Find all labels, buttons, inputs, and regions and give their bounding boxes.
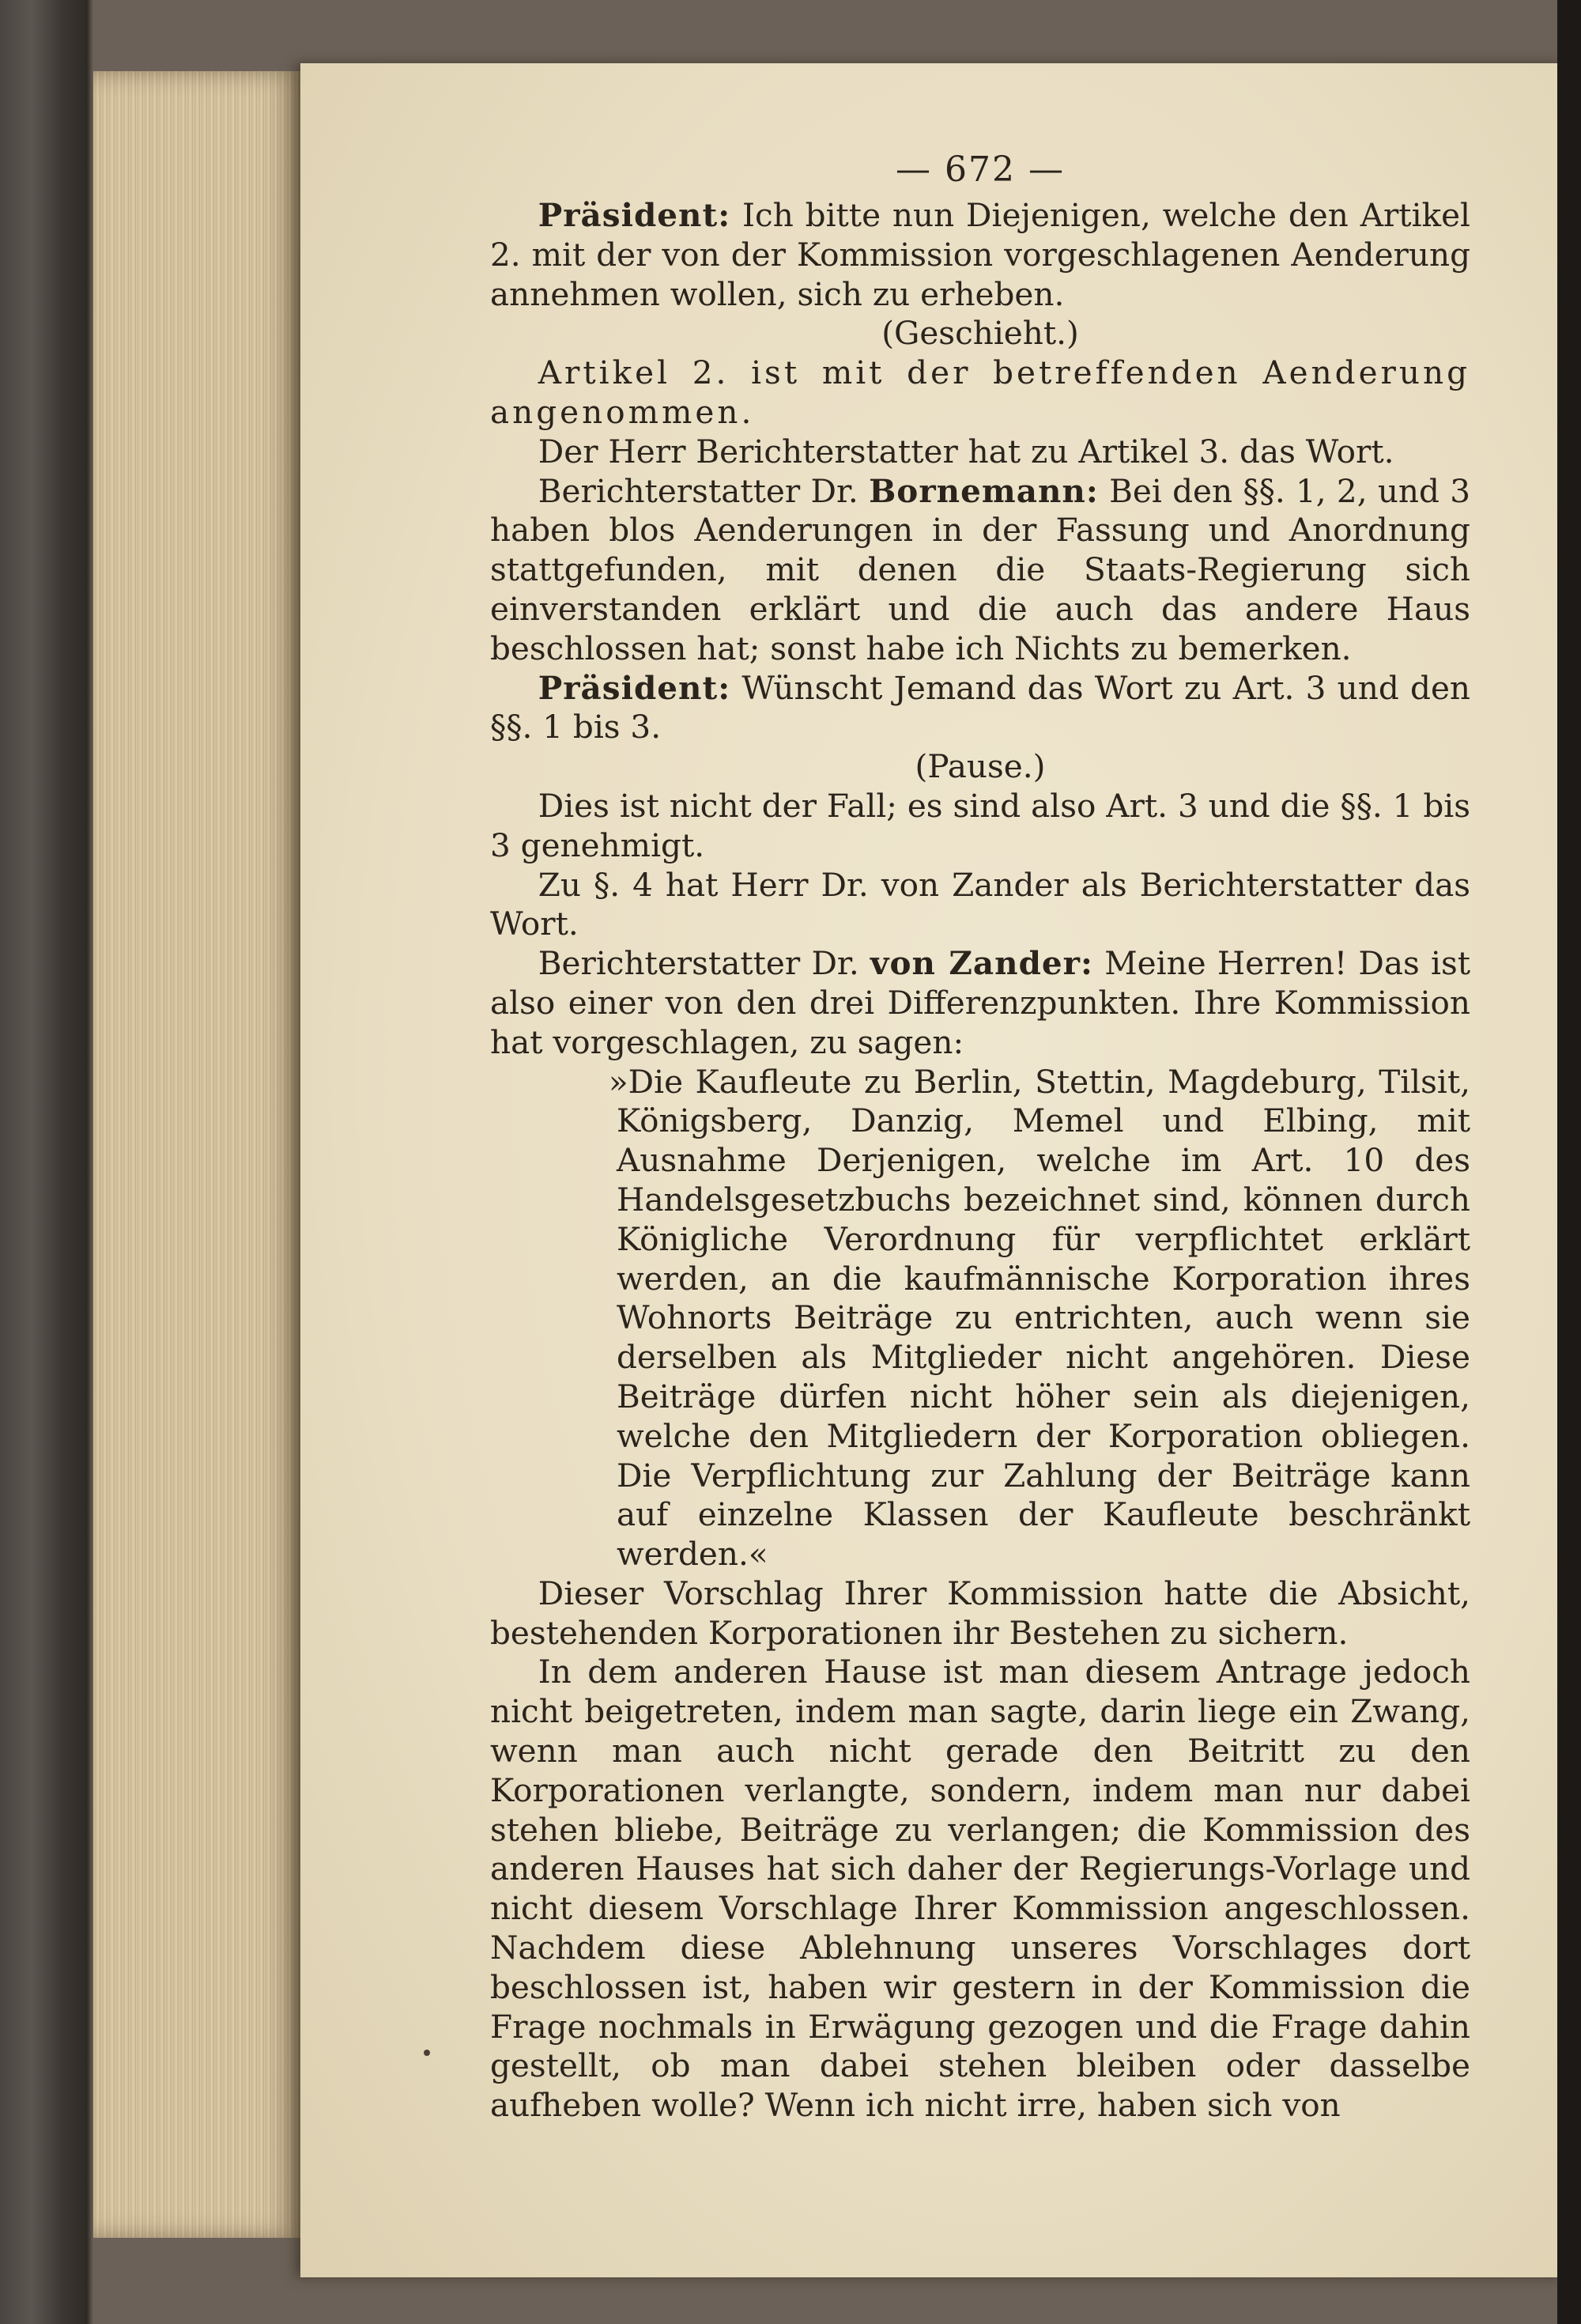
paragraph-text: Ich bitte nun Diejenigen, welche den Artikel 2. mit der von der Kommission vorgeschlagenen Aenderung annehmen wollen, sich zu erheben.: [490, 196, 1470, 313]
paragraph-5: [490, 472, 1470, 669]
paragraph-13: In dem anderen Hause ist man diesem Antrage jedoch nicht beigetreten, indem man sagte, darin liege ein Zwang, wenn man auch nicht gerade den Beitritt zu den Korporationen verlangte, sondern, indem man nur dabei stehen bliebe, Beiträge zu verlangen; die Kommission des anderen Hauses hat sich daher der Regierungs-Vorlage und nicht diesem Vorschlage Ihrer Kommission angeschlossen. Nachdem diese Ablehnung unseres Vorschlages dort beschlossen ist, haben wir gestern in der Kommission die Frage nochmals in Erwägung gezogen und die Frage dahin gestellt, ob man dabei stehen bleiben oder dasselbe aufheben wolle? Wenn ich nicht irre, haben sich von: [490, 1653, 1470, 2125]
stage-note-geschieht: (Geschieht.): [881, 314, 1079, 353]
paragraph-8: Dies ist nicht der Fall; es sind also Art. 3 und die §§. 1 bis 3 genehmigt.: [490, 786, 1470, 864]
paragraph-4: Der Herr Berichterstatter hat zu Artikel 3. das Wort.: [538, 432, 1394, 470]
paragraph-6: [490, 669, 1470, 748]
speaker-name: Bornemann:: [869, 471, 1099, 510]
paragraph-text: Wünscht Jemand das Wort zu Art. 3 und den §§. 1 bis 3.: [490, 668, 1470, 746]
speaker-name: von Zander:: [870, 944, 1093, 983]
speaker-name: Präsident:: [538, 196, 731, 234]
page-number: — 672 —: [896, 149, 1065, 190]
paragraph-text: Meine Herren! Das ist also einer von den drei Differenzpunkten. Ihre Kommission hat vorgeschlagen, zu sagen:: [490, 944, 1471, 1061]
ink-dot-mark: [424, 2050, 430, 2056]
paragraph-12: Dieser Vorschlag Ihrer Kommission hatte die Absicht, bestehenden Korporationen ihr Bestehen zu sichern.: [490, 1574, 1470, 1652]
paragraph-3: Artikel 2. ist mit der betreffenden Aenderung angenommen.: [490, 353, 1470, 431]
speaker-name: Präsident:: [538, 668, 731, 707]
paragraph-1: [490, 196, 1470, 314]
quoted-proposal: »Die Kaufleute zu Berlin, Stettin, Magdeburg, Tilsit, Königsberg, Danzig, Memel und Elbing, mit Ausnahme Derjenigen, welche im Art. 10 des Handelsgesetzbuchs bezeichnet sind, können durch Königliche Verordnung für verpflichtet erklärt werden, an die kaufmännische Korporation ihres Wohnorts Beiträge zu entrichten, auch wenn sie derselben als Mitglieder nicht angehören. Diese Beiträge dürfen nicht höher sein als diejenigen, welche den Mitgliedern der Korporation obliegen. Die Verpflichtung zur Zahlung der Beiträge kann auf einzelne Klassen der Kaufleute beschränkt werden.«: [608, 1062, 1470, 1574]
stage-note-pause: (Pause.): [915, 747, 1046, 786]
right-edge-shadow: [1557, 0, 1581, 2324]
paragraph-text: Bei den §§. 1, 2, und 3 haben blos Aenderungen in der Fassung und Anordnung stattgefunden, mit denen die Staats-Regierung sich einverstanden erklärt und die auch das andere Haus beschlossen hat; sonst habe ich Nichts zu bemerken.: [490, 471, 1470, 667]
speaker-prefix: Berichterstatter Dr.: [538, 471, 870, 510]
paragraph-9: Zu §. 4 hat Herr Dr. von Zander als Berichterstatter das Wort.: [490, 865, 1470, 943]
speaker-prefix: Berichterstatter Dr.: [538, 944, 870, 983]
page-text-block: [490, 150, 1470, 2126]
paragraph-10: [490, 944, 1470, 1062]
book-page-edges: [93, 71, 300, 2238]
